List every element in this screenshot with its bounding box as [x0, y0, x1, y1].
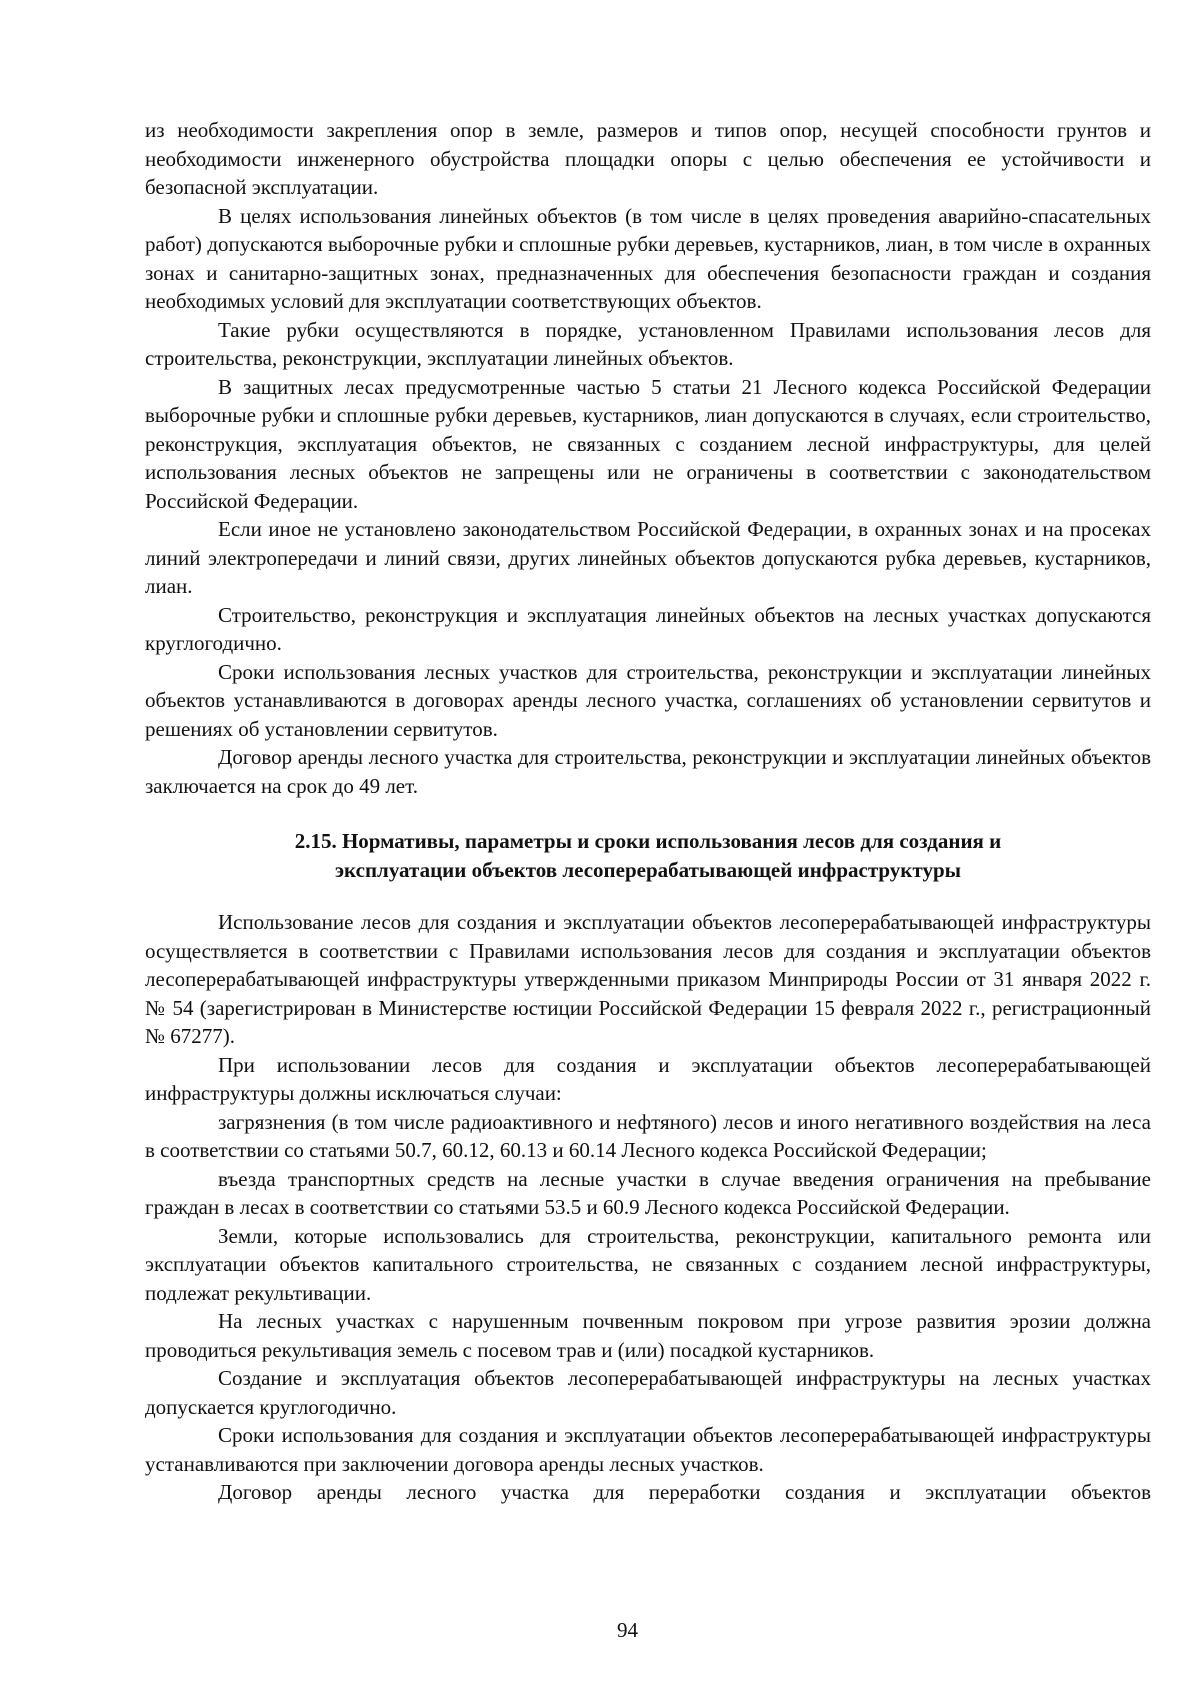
paragraph: Создание и эксплуатация объектов лесоперерабатывающей инфраструктуры на лесных участках допускается круглогодично. — [145, 1366, 1151, 1419]
paragraph: В защитных лесах предусмотренные частью 5 статьи 21 Лесного кодекса Российской Федерации выборочные рубки и сплошные рубки деревьев, кустарников, лиан допускаются в случаях, если строительство, реконструкция, эксплуатация объектов, не связанных с созданием лесной инфраструктуры, для целей использования лесных объектов не запрещены или не ограничены в соответствии с законодательством Российской Федерации. — [145, 374, 1151, 513]
paragraph: Строительство, реконструкция и эксплуатация линейных объектов на лесных участках допускаются круглогодично. — [145, 602, 1151, 655]
list-item-paragraph: загрязнения (в том числе радиоактивного и нефтяного) лесов и иного негативного воздействия на леса в соответствии со статьями 50.7, 60.12, 60.13 и 60.14 Лесного кодекса Российской Федерации; — [145, 1109, 1151, 1162]
page-number: 94 — [617, 1618, 638, 1642]
paragraph: Земли, которые использовались для строительства, реконструкции, капитального ремонта или эксплуатации объектов капитального строительства, не связанных с созданием лесной инфраструктуры, подлежат рекультивации. — [145, 1223, 1151, 1305]
paragraph: Такие рубки осуществляются в порядке, установленном Правилами использования лесов для строительства, реконструкции, эксплуатации линейных объектов. — [145, 317, 1151, 370]
document-page — [145, 116, 1151, 1507]
paragraph-truncated: Договор аренды лесного участка для переработки создания и эксплуатации объектов — [218, 1480, 1151, 1504]
paragraph: При использовании лесов для создания и эксплуатации объектов лесоперерабатывающей инфраструктуры должны исключаться случаи: — [145, 1052, 1151, 1105]
paragraph: На лесных участках с нарушенным почвенным покровом при угрозе развития эрозии должна проводиться рекультивация земель с посевом трав и (или) посадкой кустарников. — [145, 1309, 1151, 1362]
section-heading — [145, 827, 1151, 884]
paragraph: Сроки использования лесных участков для строительства, реконструкции и эксплуатации линейных объектов устанавливаются в договорах аренды лесного участка, соглашениях об установлении сервитутов и решениях об установлении сервитутов. — [145, 659, 1151, 741]
paragraph: Договор аренды лесного участка для строительства, реконструкции и эксплуатации линейных объектов заключается на срок до 49 лет. — [145, 745, 1151, 798]
paragraph: Использование лесов для создания и эксплуатации объектов лесоперерабатывающей инфраструктуры осуществляется в соответствии с Правилами использования лесов для создания и эксплуатации объектов лесоперерабатывающей инфраструктуры утвержденными приказом Минприроды России от 31 января 2022 г. № 54 (зарегистрирован в Министерстве юстиции Российской Федерации 15 февраля 2022 г., регистрационный № 67277). — [145, 910, 1151, 1048]
section-heading-line-2: эксплуатации объектов лесоперерабатывающей инфраструктуры — [334, 857, 962, 882]
paragraph-continuation: из необходимости закрепления опор в земле, размеров и типов опор, несущей способности грунтов и необходимости инженерного обустройства площадки опоры с целью обеспечения ее устойчивости и безопасной эксплуатации. — [145, 118, 1151, 199]
list-item-paragraph: въезда транспортных средств на лесные участки в случае введения ограничения на пребывание граждан в лесах в соответствии со статьями 53.5 и 60.9 Лесного кодекса Российской Федерации. — [145, 1166, 1151, 1219]
paragraph: Сроки использования для создания и эксплуатации объектов лесоперерабатывающей инфраструктуры устанавливаются при заключении договора аренды лесных участков. — [145, 1423, 1151, 1476]
section-heading-line-1: 2.15. Нормативы, параметры и сроки использования лесов для создания и — [294, 829, 1002, 853]
paragraph: Если иное не установлено законодательством Российской Федерации, в охранных зонах и на просеках линий электропередачи и линий связи, других линейных объектов допускаются рубка деревьев, кустарников, лиан. — [145, 517, 1151, 598]
paragraph: В целях использования линейных объектов (в том числе в целях проведения аварийно-спасательных работ) допускаются выборочные рубки и сплошные рубки деревьев, кустарников, лиан, в том числе в охранных зонах и санитарно-защитных зонах, предназначенных для обеспечения безопасности граждан и создания необходимых условий для эксплуатации соответствующих объектов. — [145, 203, 1151, 313]
